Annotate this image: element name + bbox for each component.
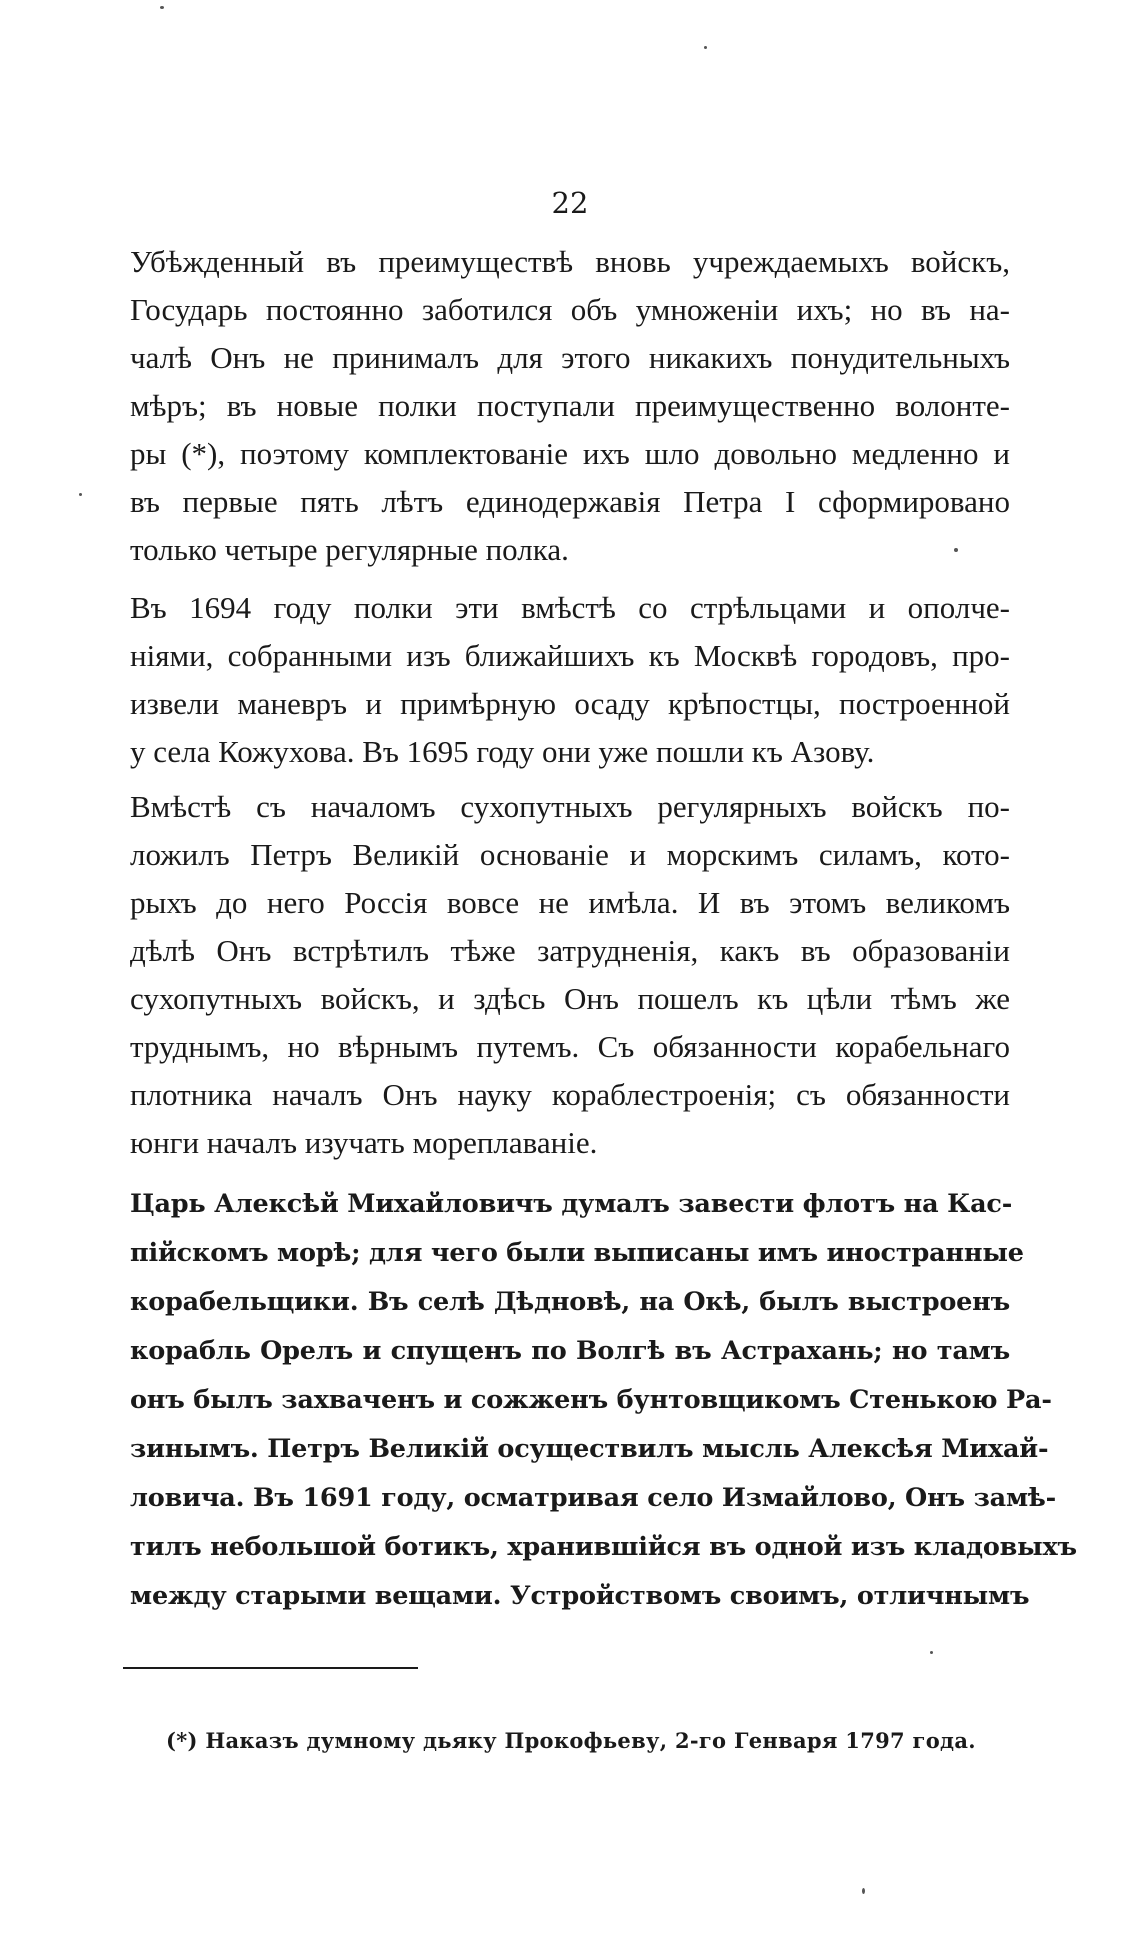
scan-speck (954, 548, 958, 552)
text-line: извели маневръ и примѣрную осаду крѣпостцы, построенной (130, 686, 1010, 721)
paragraph (130, 584, 1010, 776)
text-line: Въ 1694 году полки эти вмѣстѣ со стрѣльцами и ополче- (130, 590, 1010, 625)
text-line: сухопутныхъ войскъ, и здѣсь Онъ пошелъ къ цѣли тѣмъ же (130, 981, 1010, 1016)
text-line: ніями, собранными изъ ближайшихъ къ Москвѣ городовъ, про- (130, 638, 1010, 673)
text-line: корабль Орелъ и спущенъ по Волгѣ въ Астрахань; но тамъ (130, 1336, 1010, 1366)
text-line: ры (*), поэтому комплектованіе ихъ шло довольно медленно и (130, 436, 1010, 471)
text-line: плотника началъ Онъ науку кораблестроенія; съ обязанности (130, 1077, 1010, 1112)
text-line: корабельщики. Въ селѣ Дѣдновѣ, на Окѣ, былъ выстроенъ (130, 1287, 1010, 1317)
text-line: зинымъ. Петръ Великій осуществилъ мысль Алексѣя Михай- (130, 1434, 1049, 1464)
text-line: Убѣжденный въ преимуществѣ вновь учреждаемыхъ войскъ, (130, 244, 1010, 279)
text-line: между старыми вещами. Устройствомъ своимъ, отличнымъ (130, 1581, 1030, 1611)
text-line: пійскомъ морѣ; для чего были выписаны имъ иностранные (130, 1238, 1024, 1268)
text-line: онъ былъ захваченъ и сожженъ бунтовщикомъ Стенькою Ра- (130, 1385, 1052, 1415)
text-line: тилъ небольшой ботикъ, хранившійся въ одной изъ кладовыхъ (130, 1532, 1077, 1562)
scan-speck (704, 46, 707, 49)
scan-speck (79, 493, 82, 496)
paragraph-note (130, 1180, 1077, 1621)
page-number: 22 (551, 186, 589, 220)
text-line: Царь Алексѣй Михайловичъ думалъ завести флотъ на Кас- (130, 1189, 1013, 1219)
text-line: у села Кожухова. Въ 1695 году они уже пошли къ Азову. (130, 734, 875, 769)
text-line: только четыре регулярные полка. (130, 532, 569, 567)
text-line: ложилъ Петръ Великій основаніе и морскимъ силамъ, кото- (130, 837, 1010, 872)
scan-speck (862, 1888, 865, 1894)
footnote-rule (123, 1667, 418, 1669)
paragraph (130, 238, 1010, 574)
scan-speck (930, 1651, 933, 1654)
text-line: дѣлѣ Онъ встрѣтилъ тѣже затрудненія, какъ въ образованіи (130, 933, 1010, 968)
text-line: чалѣ Онъ не принималъ для этого никакихъ понудительныхъ (130, 340, 1010, 375)
text-line: въ первые пять лѣтъ единодержавія Петра I сформировано (130, 484, 1010, 519)
text-line: ловича. Въ 1691 году, осматривая село Измайлово, Онъ замѣ- (130, 1483, 1057, 1513)
text-line: Вмѣстѣ съ началомъ сухопутныхъ регулярныхъ войскъ по- (130, 789, 1010, 824)
text-line: труднымъ, но вѣрнымъ путемъ. Съ обязанности корабельнаго (130, 1029, 1010, 1064)
text-line: рыхъ до него Россія вовсе не имѣла. И въ этомъ великомъ (130, 885, 1010, 920)
footnote: (*) Наказъ думному дьяку Прокофьеву, 2-го Генваря 1797 года. (166, 1728, 976, 1753)
text-line: юнги началъ изучать мореплаваніе. (130, 1125, 598, 1160)
text-line: мѣръ; въ новые полки поступали преимущественно волонте- (130, 388, 1010, 423)
paragraph (130, 783, 1010, 1167)
text-line: Государь постоянно заботился объ умноженіи ихъ; но въ на- (130, 292, 1010, 327)
scan-speck (160, 6, 164, 9)
